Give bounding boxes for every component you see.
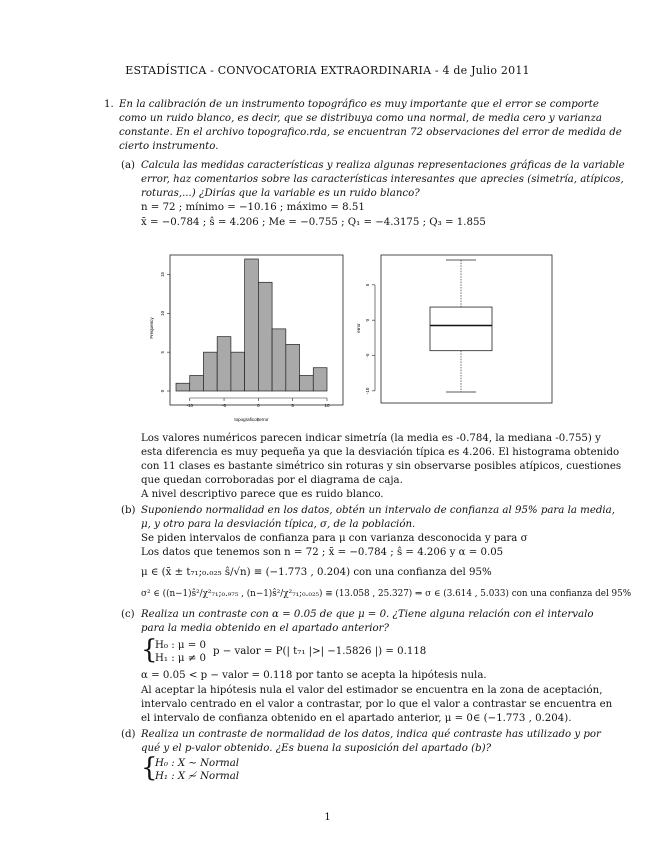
statement-line: como un ruido blanco, es decir, que se distribuya como una normal, de media cero y varianza [119,113,602,124]
histogram-x-tick-label: 5 [291,403,294,408]
boxplot-chart [351,253,556,408]
part-a-stats-1: n = 72 ; mínimo = −10.16 ; máximo = 8.51 [141,202,365,213]
part-a-stats-2: x̄ = −0.784 ; ŝ = 4.206 ; Me = −0.755 ; Q₁ = −4.3175 ; Q₃ = 1.855 [141,217,486,228]
histogram-bar [300,375,314,391]
histogram-bar [245,259,259,391]
part-c-decision: α = 0.05 < p − valor = 0.118 por tanto se acepta la hipótesis nula. [141,670,487,681]
part-c-question: Realiza un contraste con α = 0.05 de que μ = 0. ¿Tiene alguna relación con el intervalo [141,609,594,620]
part-c-h1: H₁ : μ ≠ 0 [155,653,206,664]
histogram-chart [141,253,346,428]
part-b-line-1: Se piden intervalos de confianza para μ con varianza desconocida y para σ [141,533,528,544]
part-c-label: (c) [121,609,135,620]
part-a-question: error, haz comentarios sobre las características interesantes que aprecies (simetría, atípicos, [141,174,624,185]
part-a-answer: esta diferencia es muy pequeña ya que la desviación típica es 4.206. El histograma obtenido [141,447,620,458]
histogram-bar [203,352,217,391]
part-b-line-2: Los datos que tenemos son n = 72 ; x̄ = −0.784 ; ŝ = 4.206 y α = 0.05 [141,547,504,558]
part-c-question: para la media obtenido en el apartado anterior? [141,623,389,634]
histogram-bar [286,344,300,391]
boxplot-y-tick-label: -10 [365,387,370,395]
part-d-question: qué y el p-valor obtenido. ¿Es buena la suposición del apartado (b)? [141,743,492,754]
part-a-conclusion: A nivel descriptivo parece que es ruido blanco. [141,489,384,500]
histogram-y-tick-label: 15 [160,272,165,278]
boxplot-y-tick-label: 0 [365,318,370,322]
part-c-answer: el intervalo de confianza obtenido en el apartado anterior, μ = 0∈ (−1.773 , 0.204). [141,713,572,724]
statement-line: cierto instrumento. [119,141,219,152]
histogram-x-tick-label: -5 [222,403,227,408]
problem-number: 1. [104,99,114,110]
part-d-h0: H₀ : X ∼ Normal [155,758,240,769]
part-c-answer: Al aceptar la hipótesis nula el valor del estimador se encuentra en la zona de aceptación, [141,685,603,696]
histogram-bar [190,375,204,391]
histogram-y-tick-label: 10 [160,310,165,316]
part-b-question: Suponiendo normalidad en los datos, obtén un intervalo de confianza al 95% para la media, [141,505,615,516]
boxplot-y-tick-label: 5 [365,283,370,287]
part-b-label: (b) [121,505,136,516]
part-d-question: Realiza un contraste de normalidad de los datos, indica qué contraste has utilizado y por [141,729,601,740]
part-a-answer: con 11 clases es bastante simétrico sin roturas y sin observarse posibles atípicos, cuestiones [141,461,622,472]
histogram-x-tick-label: 0 [257,403,260,408]
histogram-y-label: Frequency [149,317,154,339]
histogram-bar [217,337,231,391]
histogram-bar [231,352,245,391]
histogram-bar [313,368,327,391]
histogram-y-tick-label: 0 [160,389,165,393]
histogram-x-tick-label: 10 [324,403,330,408]
part-a-label: (a) [121,160,136,171]
hypothesis-brace: { [141,635,158,665]
histogram-y-tick-label: 5 [160,350,165,354]
page-number: 1 [324,812,331,823]
sigma-confidence-interval: σ² ∈ ((n−1)ŝ²/χ²₇₁;₀.₉₇₅ , (n−1)ŝ²/χ²₇₁;₀.₀₂₅) ≡ (13.058 , 25.327) ⇒ σ ∈ (3.614 , 5.033) con una confianza del 95% [141,589,632,599]
page-title: ESTADÍSTICA - CONVOCATORIA EXTRAORDINARIA - 4 de Julio 2011 [125,64,530,77]
mean-confidence-interval: μ ∈ (x̄ ± t₇₁;₀.₀₂₅ ŝ/√n) ≡ (−1.773 , 0.204) con una confianza del 95% [141,567,492,578]
hypothesis-brace: { [141,753,158,783]
histogram-bar [258,282,272,391]
statement-line: constante. En el archivo topografico.rda, se encuentran 72 observaciones del error de medida de [119,127,622,138]
boxplot-y-tick-label: -5 [365,353,370,358]
part-d-label: (d) [121,729,136,740]
part-a-question: Calcula las medidas características y realiza algunas representaciones gráficas de la variable [141,160,625,171]
histogram-bar [176,383,190,391]
part-c-h0: H₀ : μ = 0 [155,640,206,651]
part-a-question: roturas,...) ¿Dirías que la variable es un ruido blanco? [141,188,420,199]
part-a-answer: que quedan corroboradas por el diagrama de caja. [141,475,403,486]
part-a-answer: Los valores numéricos parecen indicar simetría (la media es -0.784, la mediana -0.755) y [141,433,601,444]
part-c-pvalue: p − valor = P(| t₇₁ |>| −1.5826 |) = 0.118 [213,646,427,657]
part-c-answer: intervalo centrado en el valor a contrastar, por lo que el valor a contrastar se encuentra en [141,699,613,710]
part-d-h1: H₁ : X ≁ Normal [155,771,240,782]
part-b-question: μ, y otro para la desviación típica, σ, de la población. [141,519,416,530]
boxplot-y-label: error [356,323,361,333]
statement-line: En la calibración de un instrumento topográfico es muy importante que el error se comporte [119,99,599,110]
histogram-x-label: topografico$error [234,417,269,422]
histogram-bar [272,329,286,391]
boxplot-box [430,307,492,351]
histogram-x-tick-label: -10 [186,403,193,408]
